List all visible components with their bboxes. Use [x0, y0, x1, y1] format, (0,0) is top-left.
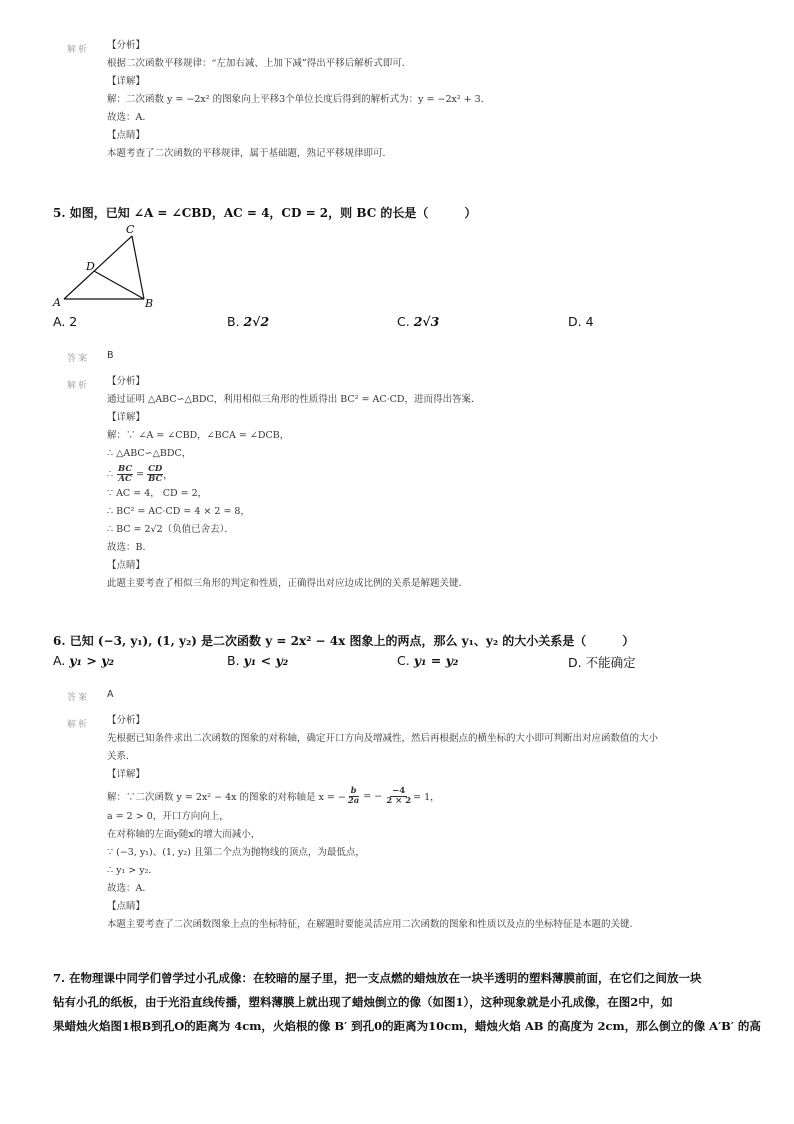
q6-option-b[interactable]: B. y₁ < y₂ [227, 653, 289, 668]
q5-analysis-label: 解析 [67, 381, 90, 391]
q6-option-d[interactable]: D. 不能确定 [568, 655, 636, 670]
q5-question: 5. 如图，已知 ∠A = ∠CBD，AC = 4，CD = 2，则 BC 的长是（ ） [53, 206, 477, 220]
q6-answer: A [107, 689, 114, 700]
q5-dianjing-text: 此题主要考查了相似三角形的判定和性质，正确得出对应边成比例的关系是解题关键． [107, 578, 469, 589]
q5-label-d: D [86, 260, 95, 273]
q6-option-c[interactable]: C. y₁ = y₂ [397, 653, 459, 668]
q5-ratio-prefix: ∴ [107, 468, 114, 480]
q5-side-ac [64, 236, 132, 299]
q5-step-5: ∴ BC = 2√2（负值已舍去）． [107, 524, 234, 535]
q6-choose: 故选：A． [107, 883, 152, 894]
q6-dianjing-tag: 【点睛】 [107, 901, 146, 912]
q5-step-2: ∴ △ABC∽△BDC， [107, 448, 192, 459]
q7-line-3: 果蜡烛火焰图1根B到孔O的距离为 4cm，火焰根的像 B′ 到孔0的距离为10cm，蜡烛火焰 AB 的高度为 2cm，那么倒立的像 A′B′ 的高 [53, 1019, 761, 1033]
q5-answer: B [107, 350, 114, 361]
q5-step-1: 解：∵ ∠A = ∠CBD，∠BCA = ∠DCB， [107, 430, 290, 441]
q5-side-cb [132, 236, 144, 299]
q6-fenxi-text-2: 关系． [107, 751, 136, 762]
q5-label-c: C [126, 223, 135, 236]
q6-frac-value: $\frac{-4}{2 \times 2}$ [386, 785, 412, 806]
q4-choose: 故选：A． [107, 112, 152, 123]
q6-step-1: a = 2 > 0，开口方向向上， [107, 811, 229, 822]
q5-label-a: A [53, 296, 61, 309]
q6-answer-label: 答案 [67, 693, 90, 703]
q5-choose: 故选：B． [107, 542, 152, 553]
q4-analysis-body [107, 37, 490, 163]
q6-question: 6. 已知 (−3, y₁), (1, y₂) 是二次函数 y = 2x² − 4x 图象上的两点，那么 y₁、y₂ 的大小关系是（ ） [53, 634, 635, 648]
q5-answer-label: 答案 [67, 354, 90, 364]
q5-dianjing-tag: 【点睛】 [107, 560, 146, 571]
q5-option-a[interactable]: A. 2 [53, 314, 78, 329]
q4-xiangjie-tag: 【详解】 [107, 76, 146, 87]
q7-line-2: 钻有小孔的纸板，由于光沿直线传播，塑料薄膜上就出现了蜡烛倒立的像（如图1），这种现象就是小孔成像，在图2中，如 [53, 995, 673, 1009]
q5-label-b: B [145, 297, 154, 310]
q6-fenxi-text-1: 先根据已知条件求出二次函数的图象的对称轴，确定开口方向及增减性，然后再根据点的横坐标的大小即可判断出对应函数值的大小 [107, 733, 659, 744]
q5-frac-left: $\frac{BC}{AC}$ [118, 463, 133, 484]
q5-step-4: ∴ BC² = AC·CD = 4 × 2 = 8， [107, 506, 250, 517]
q4-analysis-label: 解析 [67, 45, 90, 55]
q5-ratio-line: ∴ $\frac{BC}{AC}$ = $\frac{CD}{BC}$ ， [107, 463, 173, 484]
q5-fenxi-text: 通过证明 △ABC∽△BDC，利用相似三角形的性质得出 BC² = AC·CD，进而得出答案． [107, 394, 481, 405]
q7-line-1: 7. 在物理课中同学们曾学过小孔成像：在较暗的屋子里，把一支点燃的蜡烛放在一块半透明的塑料薄膜前面，在它们之间放一块 [53, 971, 702, 985]
q6-analysis-label: 解析 [67, 720, 90, 730]
q6-option-a[interactable]: A. y₁ > y₂ [53, 653, 114, 668]
q4-dianjing-text: 本题考查了二次函数的平移规律，属于基础题，熟记平移规律即可． [107, 148, 393, 159]
q5-triangle-figure [50, 222, 160, 310]
q6-step-3: ∵ (−3, y₁)、(1, y₂) 且第二个点为抛物线的顶点，为最低点， [107, 847, 365, 858]
q5-option-b[interactable]: B. 2√2 [227, 314, 270, 329]
q5-segment-bd [94, 271, 144, 299]
q6-axis-line: 解：∵二次函数 y = 2x² − 4x 的图象的对称轴是 x = − $\frac{b}{2a}$ = − $\frac{-4}{2 \times 2}$ = 1， [107, 785, 440, 806]
q5-option-c[interactable]: C. 2√3 [397, 314, 440, 329]
q4-dianjing-tag: 【点睛】 [107, 130, 146, 141]
q5-analysis-body [107, 373, 481, 593]
q4-fenxi-tag: 【分析】 [107, 40, 146, 51]
q5-fenxi-tag: 【分析】 [107, 376, 146, 387]
q6-xiangjie-tag: 【详解】 [107, 769, 146, 780]
q5-step-3: ∵ AC = 4， CD = 2， [107, 488, 208, 499]
q5-xiangjie-tag: 【详解】 [107, 412, 146, 423]
q7-question [53, 966, 761, 1038]
q6-fenxi-tag: 【分析】 [107, 715, 146, 726]
q4-xiangjie-text: 解：二次函数 y = −2x² 的图象向上平移3个单位长度后得到的解析式为：y = −2x² + 3． [107, 94, 491, 105]
q6-step-2: 在对称轴的左面y随x的增大而减小， [107, 829, 261, 840]
q4-fenxi-text: 根据二次函数平移规律：“左加右减、上加下减”得出平移后解析式即可． [107, 58, 412, 69]
q5-frac-right: $\frac{CD}{BC}$ [148, 463, 163, 484]
q6-analysis-body [107, 712, 658, 934]
q6-frac-b-2a: $\frac{b}{2a}$ [347, 785, 360, 806]
q6-step-4: ∴ y₁ > y₂． [107, 865, 158, 876]
q6-dianjing-text: 本题主要考查了二次函数图象上点的坐标特征，在解题时要能灵活应用二次函数的图象和性质以及点的坐标特征是本题的关键． [107, 919, 640, 930]
q5-option-d[interactable]: D. 4 [568, 314, 594, 329]
